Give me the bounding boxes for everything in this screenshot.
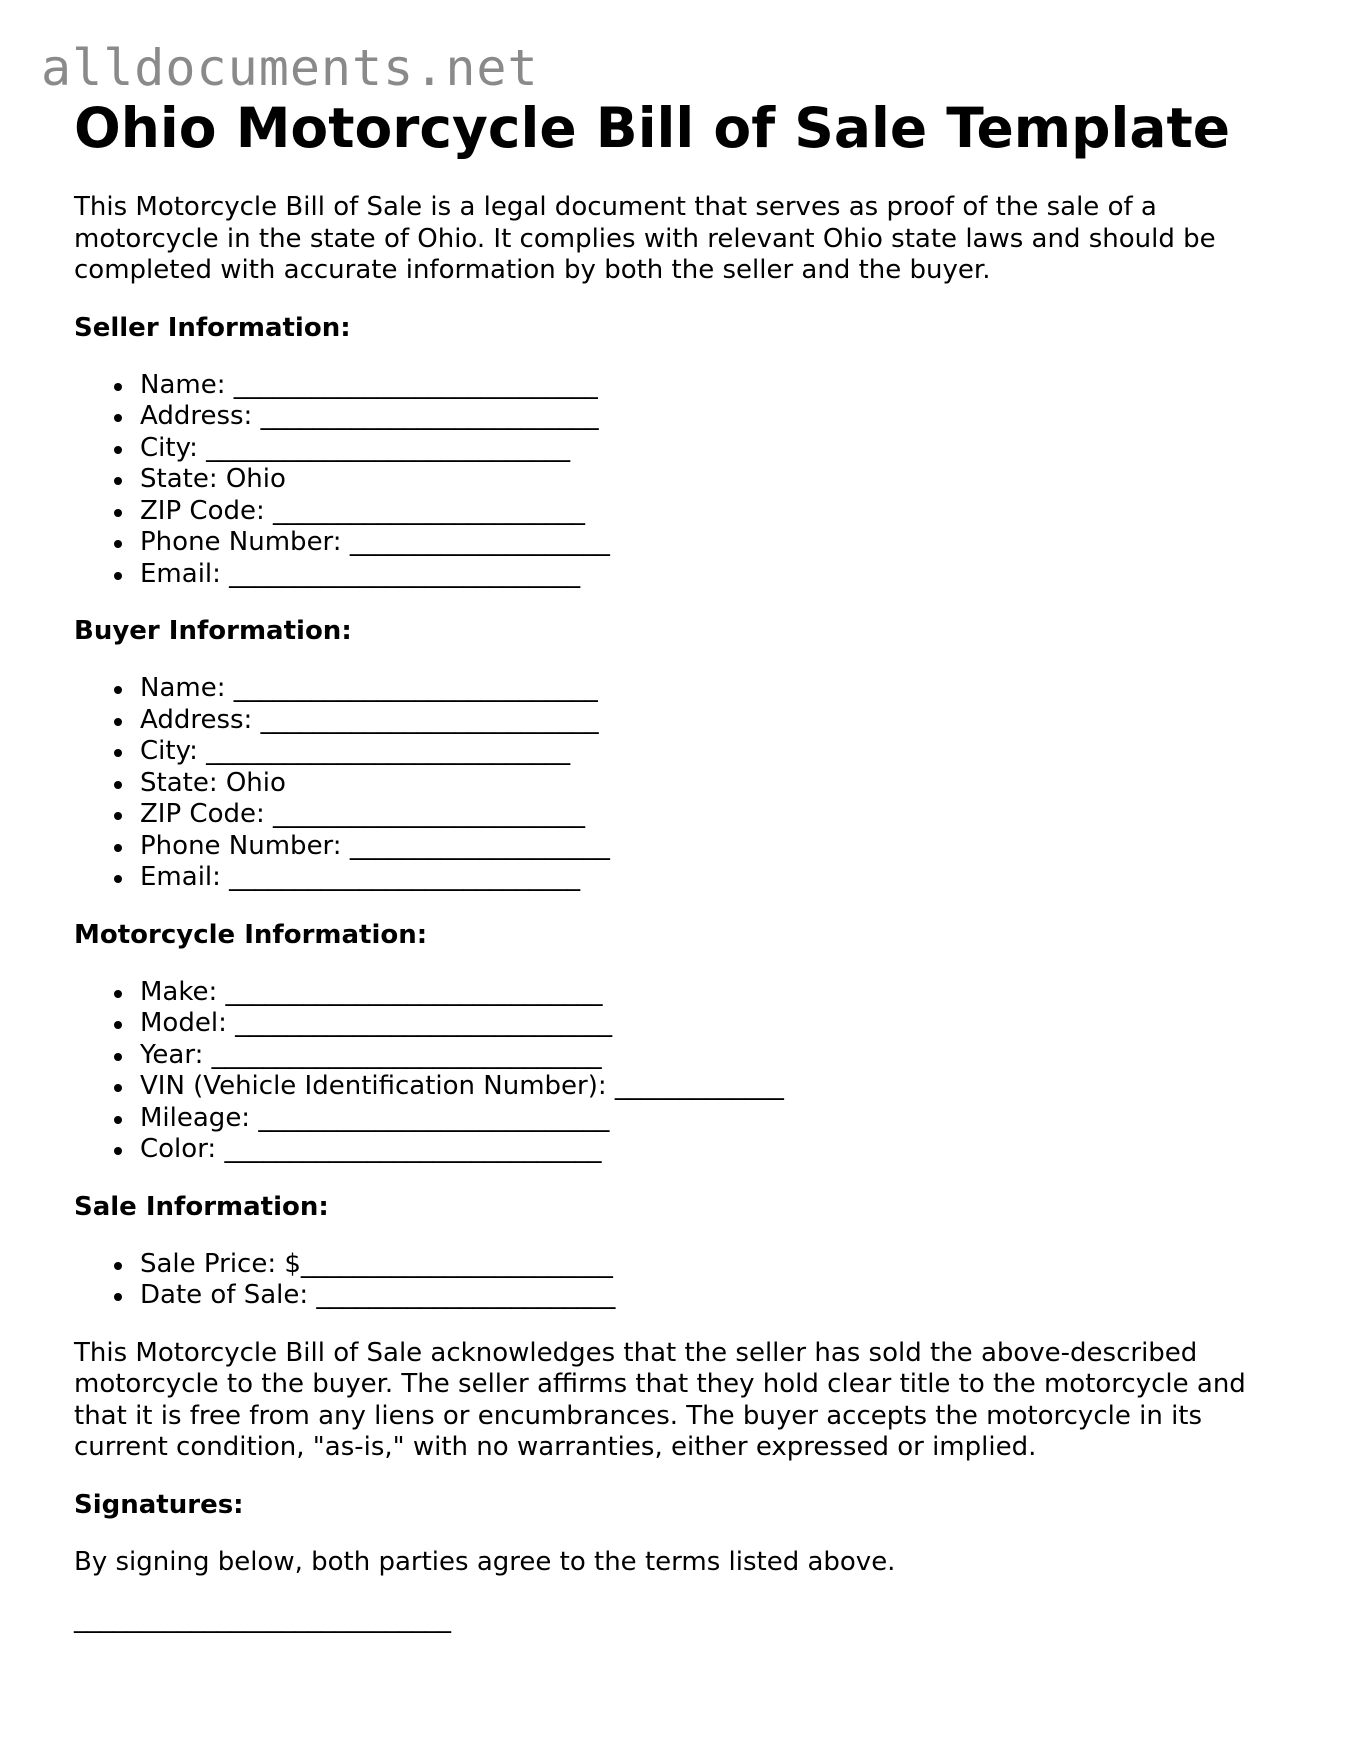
seller-city-field: City: ____________________________ — [74, 433, 1294, 465]
motorcycle-list — [74, 977, 1294, 1166]
document-page — [74, 96, 1294, 1636]
buyer-email-field: Email: ___________________________ — [74, 862, 1294, 894]
motorcycle-heading: Motorcycle Information: — [74, 919, 428, 950]
buyer-heading: Buyer Information: — [74, 616, 352, 646]
buyer-zip-field: ZIP Code: ________________________ — [74, 799, 1294, 831]
sale-heading: Sale Information: — [74, 1191, 329, 1222]
buyer-name-field: Name: ____________________________ — [74, 673, 1294, 705]
seller-list — [74, 370, 1294, 591]
motorcycle-mileage-field: Mileage: ___________________________ — [74, 1103, 1294, 1135]
signatures-text: By signing below, both parties agree to the terms listed above. — [74, 1546, 896, 1577]
signatures-heading: Signatures: — [74, 1489, 244, 1520]
buyer-city-field: City: ____________________________ — [74, 736, 1294, 768]
intro-paragraph: This Motorcycle Bill of Sale is a legal document that serves as proof of the sale of a motorcycle in the state of Ohio. It complies with relevant Ohio state laws and should be completed with accurate information by both the seller and the buyer. — [74, 192, 1216, 285]
sale-list — [74, 1249, 1294, 1312]
seller-address-field: Address: __________________________ — [74, 401, 1294, 433]
buyer-state-field: State: Ohio — [74, 768, 1294, 800]
sale-date-field: Date of Sale: _______________________ — [74, 1280, 1294, 1312]
seller-state-field: State: Ohio — [74, 464, 1294, 496]
page-title: Ohio Motorcycle Bill of Sale Template — [74, 96, 1231, 160]
sale-price-field: Sale Price: $________________________ — [74, 1249, 1294, 1281]
seller-heading: Seller Information: — [74, 312, 351, 343]
closing-paragraph: This Motorcycle Bill of Sale acknowledges that the seller has sold the above-described motorcycle to the buyer. The seller affirms that they hold clear title to the motorcycle and that it is free from any liens or encumbrances. The buyer accepts the motorcycle in its current condition, "as-is," with no warranties, either expressed or implied. — [74, 1337, 1246, 1462]
motorcycle-year-field: Year: ______________________________ — [74, 1040, 1294, 1072]
buyer-list — [74, 673, 1294, 894]
seller-name-field: Name: ____________________________ — [74, 370, 1294, 402]
buyer-address-field: Address: __________________________ — [74, 705, 1294, 737]
signature-line: _____________________________ — [74, 1604, 451, 1634]
motorcycle-vin-field: VIN (Vehicle Identification Number): _____________ — [74, 1071, 1294, 1103]
watermark: alldocuments.net — [41, 39, 539, 97]
seller-phone-field: Phone Number: ____________________ — [74, 527, 1294, 559]
motorcycle-make-field: Make: _____________________________ — [74, 977, 1294, 1009]
buyer-phone-field: Phone Number: ____________________ — [74, 831, 1294, 863]
motorcycle-color-field: Color: _____________________________ — [74, 1134, 1294, 1166]
seller-zip-field: ZIP Code: ________________________ — [74, 496, 1294, 528]
motorcycle-model-field: Model: _____________________________ — [74, 1008, 1294, 1040]
seller-email-field: Email: ___________________________ — [74, 559, 1294, 591]
